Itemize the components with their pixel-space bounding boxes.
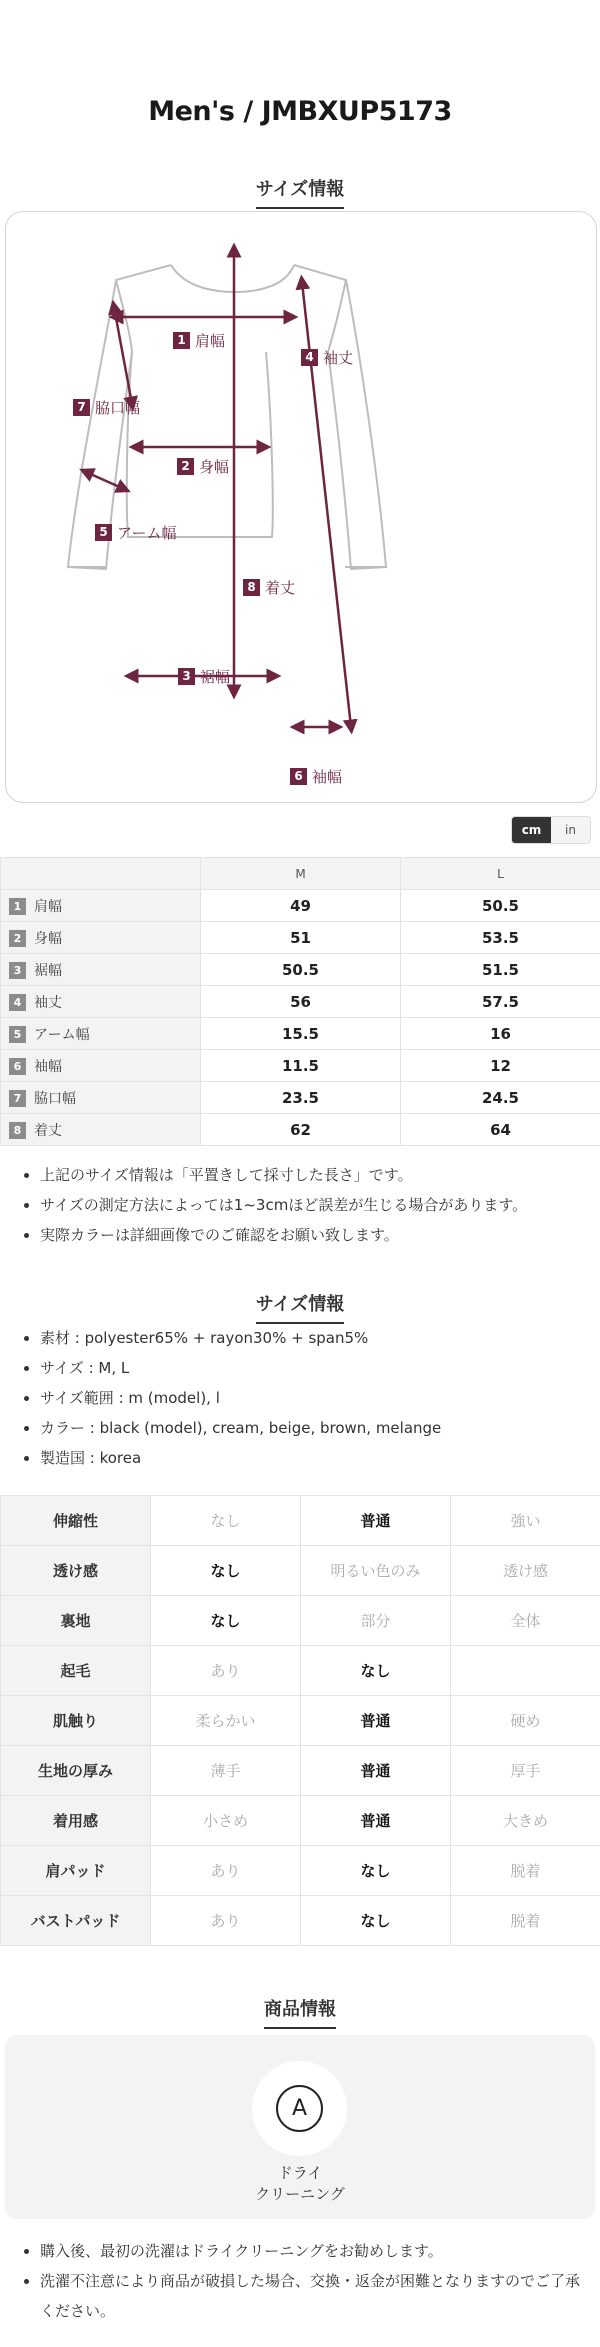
material-list [14, 1323, 441, 1473]
table-row: 7 脇口幅 23.5 24.5 [1, 1082, 600, 1114]
list-item: • サイズ : M, L [40, 1353, 441, 1383]
material-heading: サイズ情報 [0, 1290, 600, 1324]
list-item: • 購入後、最初の洗濯はドライクリーニングをお勧めします。 [40, 2236, 580, 2266]
care-symbol [252, 2061, 347, 2156]
list-item: • カラー : black (model), cream, beige, brown, melange [40, 1413, 441, 1443]
table-row: 4 袖丈 56 57.5 [1, 986, 600, 1018]
unit-toggle[interactable] [511, 816, 591, 844]
label-arm-width: 5 アーム幅 [95, 522, 177, 543]
table-row: 8 着丈 62 64 [1, 1114, 600, 1146]
label-chest: 2 身幅 [177, 456, 229, 477]
label-total-length: 8 着丈 [243, 577, 295, 598]
list-item: • 製造国 : korea [40, 1443, 441, 1473]
measurement-diagram [5, 211, 597, 803]
list-item: • 実際カラーは詳細画像でのご確認をお願い致します。 [40, 1220, 527, 1250]
attribute-table [0, 1495, 600, 1946]
label-hem: 3 裾幅 [178, 666, 230, 687]
table-row: 2 身幅 51 53.5 [1, 922, 600, 954]
table-row: 6 袖幅 11.5 12 [1, 1050, 600, 1082]
size-table-header [1, 858, 600, 890]
label-armhole: 7 脇口幅 [73, 397, 140, 418]
table-row: 肩パッド あり なし 脱着 [1, 1846, 600, 1896]
size-info-heading: サイズ情報 [0, 175, 600, 209]
size-table [0, 857, 600, 1146]
table-row: 起毛 あり なし [1, 1646, 600, 1696]
header-blank [1, 858, 201, 890]
label-sleeve-length: 4 袖丈 [301, 347, 353, 368]
list-item: • 素材 : polyester65% + rayon30% + span5% [40, 1323, 441, 1353]
table-row: 着用感 小さめ 普通 大きめ [1, 1796, 600, 1846]
table-row: 裏地 なし 部分 全体 [1, 1596, 600, 1646]
table-row: バストパッド あり なし 脱着 [1, 1896, 600, 1946]
dry-clean-icon: A [276, 2085, 323, 2132]
table-row: 5 アーム幅 15.5 16 [1, 1018, 600, 1050]
table-row: 透け感 なし 明るい色のみ 透け感 [1, 1546, 600, 1596]
list-item: • 上記のサイズ情報は「平置きして採寸した長さ」です。 [40, 1160, 527, 1190]
table-row: 伸縮性 なし 普通 強い [1, 1496, 600, 1546]
label-shoulder: 1 肩幅 [173, 330, 225, 351]
table-row: 生地の厚み 薄手 普通 厚手 [1, 1746, 600, 1796]
table-row: 1 肩幅 49 50.5 [1, 890, 600, 922]
list-item: • サイズの測定方法によっては1~3cmほど誤差が生じる場合があります。 [40, 1190, 527, 1220]
unit-in-button[interactable]: in [551, 817, 590, 843]
list-item: • 洗濯不注意により商品が破損した場合、交換・返金が困難となりますのでご了承ください。 [40, 2266, 580, 2326]
care-label: ドライ クリーニング [255, 2164, 345, 2203]
garment-outline [6, 212, 596, 802]
unit-cm-button[interactable]: cm [512, 817, 551, 843]
table-row: 3 裾幅 50.5 51.5 [1, 954, 600, 986]
product-info-heading: 商品情報 [0, 1995, 600, 2029]
header-size-l: L [401, 858, 600, 890]
table-row: 肌触り 柔らかい 普通 硬め [1, 1696, 600, 1746]
list-item: • サイズ範囲 : m (model), l [40, 1383, 441, 1413]
care-box [5, 2035, 595, 2219]
product-notes [14, 2236, 580, 2326]
size-notes [14, 1160, 527, 1250]
label-cuff-width: 6 袖幅 [290, 766, 342, 787]
page-title: Men's / JMBXUP5173 [148, 96, 452, 127]
header-size-m: M [201, 858, 401, 890]
